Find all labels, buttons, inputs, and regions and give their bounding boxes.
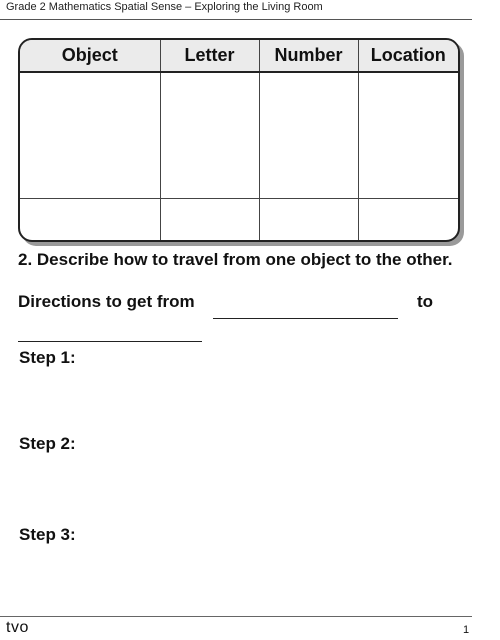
- table-cell[interactable]: [259, 198, 358, 240]
- worksheet-title: Grade 2 Mathematics Spatial Sense – Exploring the Living Room: [6, 1, 323, 13]
- table-row: [20, 72, 458, 198]
- header-divider: [0, 19, 472, 20]
- step-2-label: Step 2:: [19, 434, 76, 453]
- object-table: [18, 38, 460, 242]
- column-header-object: Object: [20, 40, 160, 72]
- to-object-blank[interactable]: [18, 341, 202, 342]
- table-cell[interactable]: [358, 198, 458, 240]
- table-header-row: [20, 40, 458, 72]
- column-header-location: Location: [358, 40, 458, 72]
- column-header-number: Number: [259, 40, 358, 72]
- column-header-letter: Letter: [160, 40, 259, 72]
- table-cell[interactable]: [20, 72, 160, 198]
- object-grid: [20, 40, 458, 240]
- step-3-label: Step 3:: [19, 525, 76, 544]
- tvo-logo: tvo: [6, 619, 29, 636]
- footer-divider: [0, 616, 472, 617]
- table-cell[interactable]: [160, 198, 259, 240]
- directions-label: Directions to get from: [18, 292, 195, 311]
- page-number: 1: [463, 624, 470, 636]
- table-cell[interactable]: [358, 72, 458, 198]
- table-row: [20, 198, 458, 240]
- table-cell[interactable]: [259, 72, 358, 198]
- question-2-prompt: 2. Describe how to travel from one object to the other.: [18, 250, 453, 269]
- table-cell[interactable]: [160, 72, 259, 198]
- from-object-blank[interactable]: [213, 318, 398, 319]
- table-cell[interactable]: [20, 198, 160, 240]
- step-1-label: Step 1:: [19, 348, 76, 367]
- directions-to-label: to: [417, 292, 434, 311]
